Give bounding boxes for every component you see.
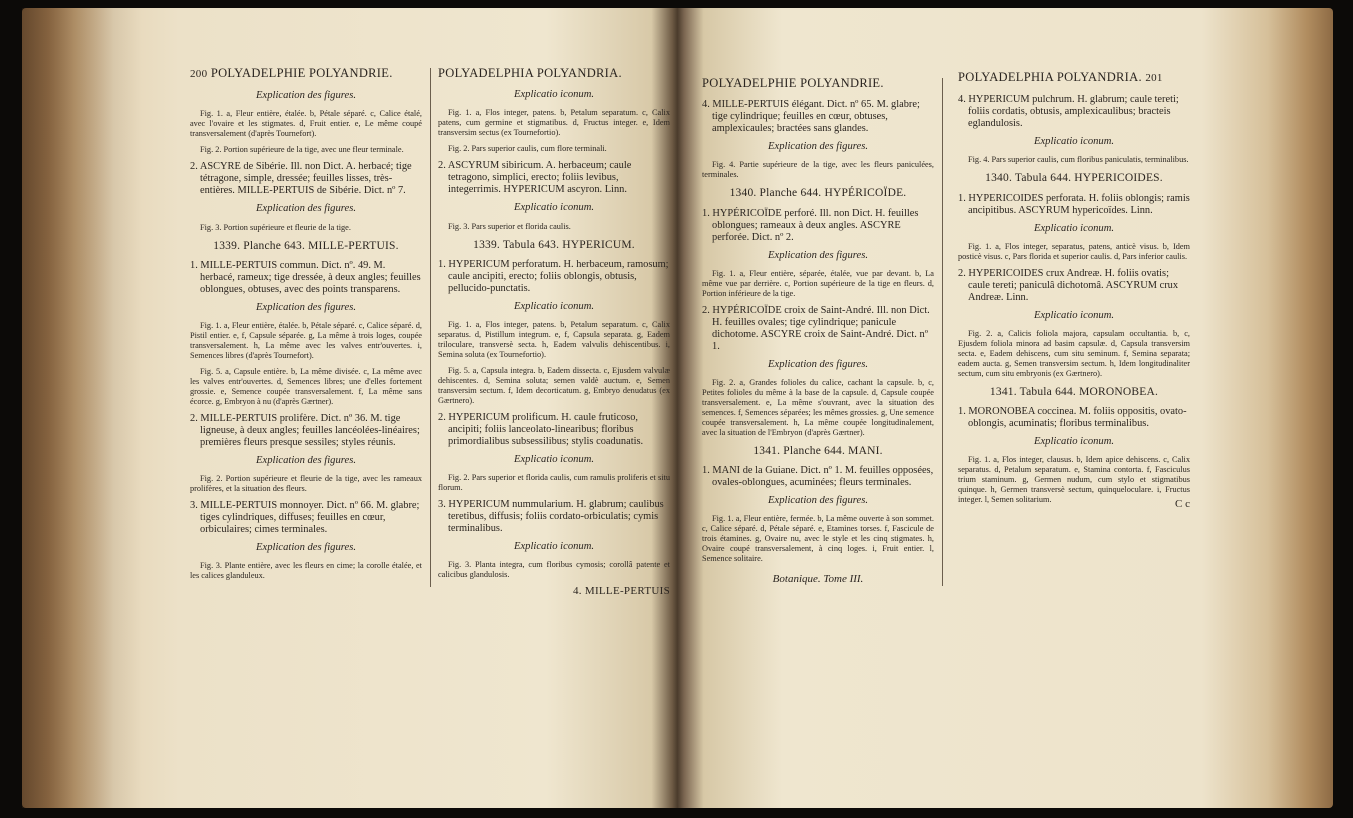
section-heading: Explicatio iconum. [1033,436,1115,448]
running-head [190,68,422,80]
running-title: POLYADELPHIE POLYANDRIE. [210,68,393,80]
section-heading: Explication des figures. [256,455,356,467]
figure-caption: Fig. 5. a, Capsula integra. b, Eadem dissecta. c, Ejusdem valvulæ dehiscentes. d, Semina soluta; semen valdè auctum. e, Semen transversim sectum. f, Idem decorticatum. g, Embryo denudatus (ex Gærtnero). [438,366,670,406]
figure-caption: Fig. 3. Pars superior et florida caulis. [448,221,571,231]
section-heading: Explicatio iconum. [513,89,595,101]
page-edge-shadow [22,8,142,808]
figure-caption: Fig. 5. a, Capsule entière. b, La même divisée. c, La même avec les valves entr'ouvertes. d, Semences libres; une d'elles fortement grossie. e, Semence coupée transversalement. f, La même sans écorce. g, Embryon à nu (d'après Gærtner). [190,367,422,407]
running-head [958,72,1190,84]
catchword: 4. MILLE-PERTUIS [572,585,670,598]
species-entry: 1. MORONOBEA coccinea. M. foliis oppositis, ovato-oblongis, acuminatis; floribus terminalibus. [958,406,1187,430]
section-heading: Explication des figures. [256,301,356,313]
running-title: POLYADELPHIE POLYANDRIE. [702,76,884,90]
section-heading: Explicatio iconum. [1033,222,1115,234]
signature-mark: C c [1175,498,1190,511]
species-entry: 2. ASCYRUM sibiricum. A. herbaceum; caule tetragono, simplici, erecto; foliis levibus, integerrimis. HYPERICUM ascyron. Linn. [438,160,632,196]
plate-heading: 1339. Tabula 643. HYPERICUM. [473,238,635,251]
species-entry: 1. HYPÉRICOÏDE perforé. Ill. non Dict. H. feuilles oblongues; rameaux à deux angles. ASCYRE perforée. Dict. nº 2. [702,207,919,243]
column-french-200 [190,68,431,587]
section-heading: Explication des figures. [256,203,356,215]
column-french-201 [702,78,943,586]
page-200 [190,68,670,758]
figure-caption: Fig. 3. Planta integra, cum floribus cymosis; corollâ patente et calicibus glandulosis. [438,560,670,580]
column-latin-201 [958,72,1190,511]
page-number: 200 [190,68,208,80]
plate-heading: 1341. Planche 644. MANI. [753,445,883,458]
section-heading: Explication des figures. [768,358,868,370]
species-entry: 2. HYPERICOIDES crux Andreæ. H. foliis ovatis; caule tereti; paniculâ dichotomâ. ASCYRUM crux Andreæ. Linn. [958,267,1179,303]
section-heading: Explicatio iconum. [1033,136,1115,148]
running-head [438,68,670,79]
open-book [22,8,1333,808]
section-heading: Explication des figures. [256,542,356,554]
volume-footer: Botanique. Tome III. [772,573,864,586]
figure-caption: Fig. 2. a, Grandes folioles du calice, cachant la capsule. b, c, Petites folioles du même à la base de la capsule. d, Capsule coupée transversalement. e, La même s'ouvrant, avec la situation des semences. f, Semences séparées; les mêmes grossies. g, Une semence coupée transversalement. h, La même coupée longitudinalement, avec la situation de l'Embryon (d'après Gærtner). [702,378,934,438]
section-heading: Explicatio iconum. [513,454,595,466]
figure-caption: Fig. 4. Pars superior caulis, cum floribus paniculatis, terminalibus. [968,155,1189,165]
plate-heading: 1340. Planche 644. HYPÉRICOÏDE. [729,187,907,200]
species-entry: 2. HYPERICUM prolificum. H. caule fruticoso, ancipiti; foliis lanceolato-linearibus; floribus primordialibus subsessilibus; stylis coadunatis. [438,412,644,448]
species-entry: 3. MILLE-PERTUIS monnoyer. Dict. nº 66. M. glabre; tiges cylindriques, diffuses; feuilles en cœur, orbiculaires; cimes terminales. [190,500,420,536]
section-heading: Explication des figures. [768,141,868,153]
section-heading: Explication des figures. [256,90,356,102]
running-title: POLYADELPHIA POLYANDRIA. [438,68,622,80]
figure-caption: Fig. 1. a, Flos integer, patens. b, Petalum separatum. c, Calix separatus. d, Pistillum integrum. e, f, Capsula separata. g, Eadem triloculare, transversè secta. h, Eadem valvulis dehiscentibus. i, Semina soluta (ex Tournefortio). [438,320,670,360]
plate-heading: 1341. Tabula 644. MORONOBEA. [989,386,1159,399]
section-heading: Explication des figures. [768,249,868,261]
species-entry: 1. MILLE-PERTUIS commun. Dict. nº. 49. M. herbacé, rameux; tige dressée, à deux angles; feuilles oblongues, obtuses, avec des points transparens. [190,259,421,295]
figure-caption: Fig. 2. Portion supérieure de la tige, avec une fleur terminale. [200,145,404,155]
running-title: POLYADELPHIA POLYANDRIA. [958,70,1142,84]
plate-heading: 1340. Tabula 644. HYPERICOIDES. [985,172,1163,185]
figure-caption: Fig. 1. a, Fleur entière, fermée. b, La même ouverte à son sommet. c, Calice séparé. d, Pétale séparé. e, Etamines torses. f, Fascicule de trois étamines. g, Ovaire nu, avec le style et les cinq stigmates. h, Ovaire coupé transversalement, à cinq loges. i, Fruit entier. l, Semence solitaire. [702,514,934,564]
figure-caption: Fig. 1. a, Flos integer, patens. b, Petalum separatum. c, Calix patens, cum germine et stigmatibus. d, Fructus integer. e, Idem transversim sectus (ex Tournefortio). [438,108,670,138]
section-heading: Explicatio iconum. [513,541,595,553]
species-entry: 3. HYPERICUM nummularium. H. glabrum; caulibus teretibus, diffusis; foliis cordato-orbiculatis; cymis terminalibus. [438,499,664,535]
column-latin-200 [438,68,670,598]
figure-caption: Fig. 3. Portion supérieure et fleurie de la tige. [200,222,351,232]
figure-caption: Fig. 2. a, Calicis foliola majora, capsulam occultantia. b, c, Ejusdem foliola minora ad basim capsulæ. d, Capsula transversim secta. e, Eadem dehiscens, cum situ seminum. f, Semina separata; eadem aucta. g, Semen transversim sectum. h, Idem longitudinaliter sectum, cum situ embryonis (ex Gærtnero). [958,329,1190,379]
species-entry: 2. MILLE-PERTUIS prolifère. Dict. nº 36. M. tige ligneuse, à deux angles; feuilles lancéolées-linéaires; premières fleurs presque sessiles; styles réunis. [190,413,420,449]
species-entry: 4. MILLE-PERTUIS élégant. Dict. nº 65. M. glabre; tige cylindrique; feuilles en cœur, obtuses, amplexicaules; bractées sans glandes. [702,99,920,135]
section-heading: Explicatio iconum. [1033,309,1115,321]
figure-caption: Fig. 2. Pars superior et florida caulis, cum ramulis proliferis et situ florum. [438,473,670,493]
figure-caption: Fig. 4. Partie supérieure de la tige, avec les fleurs paniculées, terminales. [702,160,934,180]
species-entry: 1. HYPERICOIDES perforata. H. foliis oblongis; ramis ancipitibus. ASCYRUM hypericoïdes. Linn. [958,192,1190,216]
section-heading: Explicatio iconum. [513,300,595,312]
species-entry: 2. ASCYRE de Sibérie. Ill. non Dict. A. herbacé; tige tétragone, simple, dressée; feuilles lisses, très-entières. MILLE-PERTUIS de Sibérie. Dict. nº 7. [190,161,412,197]
figure-caption: Fig. 1. a, Flos integer, separatus, patens, anticè visus. b, Idem posticè visus. c, Pars florida et superior caulis. d, Pars inferior caulis. [958,241,1190,261]
running-head [702,78,934,89]
figure-caption: Fig. 1. a, Fleur entière, étalée. b, Pétale séparé. c, Calice séparé. d, Pistil entier. e, f, Capsule séparée. g, La même à trois loges, coupée transversalement. h, La même avec les valves entr'ouvertes. i, Semences libres (d'après Tournefort). [190,321,422,361]
species-entry: 1. MANI de la Guiane. Dict. nº 1. M. feuilles opposées, ovales-oblongues, acuminées; fleurs terminales. [702,465,934,489]
figure-caption: Fig. 2. Portion supérieure et fleurie de la tige, avec les rameaux prolifères, et la situation des fleurs. [190,474,422,494]
species-entry: 4. HYPERICUM pulchrum. H. glabrum; caule tereti; foliis cordatis, obtusis, amplexicaulibus; bracteis eglandulosis. [958,94,1179,130]
species-entry: 1. HYPERICUM perforatum. H. herbaceum, ramosum; caule ancipiti, erecto; foliis oblongis, obtusis, pellucido-punctatis. [438,258,669,294]
page-201 [702,68,1222,758]
figure-caption: Fig. 3. Plante entière, avec les fleurs en cime; la corolle étalée, et les calices glanduleux. [190,561,422,581]
figure-caption: Fig. 1. a, Fleur entière, étalée. b, Pétale séparé. c, Calice étalé, avec l'ovaire et les stigmates. d, Fruit entier. e, Le même coupé transversalement (d'après Tournefort). [190,109,422,139]
figure-caption: Fig. 2. Pars superior caulis, cum flore terminali. [448,144,607,154]
plate-heading: 1339. Planche 643. MILLE-PERTUIS. [213,239,399,252]
figure-caption: Fig. 1. a, Flos integer, clausus. b, Idem apice dehiscens. c, Calix separatus. d, Petalum separatum. e, Stamina contorta. f, Fasciculus trium staminum. g, Germen nudum, cum stylo et stigmatibus quinque. h, Germen transversè sectum, quinqueloculare. i, Fructus integer. l, Semen solitarium. [958,455,1190,505]
species-entry: 2. HYPÉRICOÏDE croix de Saint-André. Ill. non Dict. H. feuilles ovales; tige cylindrique; panicule dichotome. ASCYRE croix de Saint-André. Dict. nº 1. [702,304,930,352]
figure-caption: Fig. 1. a, Fleur entière, séparée, étalée, vue par devant. b, La même vue par derrière. c, Portion supérieure de la tige en fleurs. d, Portion inférieure de la tige. [702,268,934,298]
section-heading: Explication des figures. [768,495,868,507]
page-number: 201 [1145,72,1163,84]
section-heading: Explicatio iconum. [513,202,595,214]
